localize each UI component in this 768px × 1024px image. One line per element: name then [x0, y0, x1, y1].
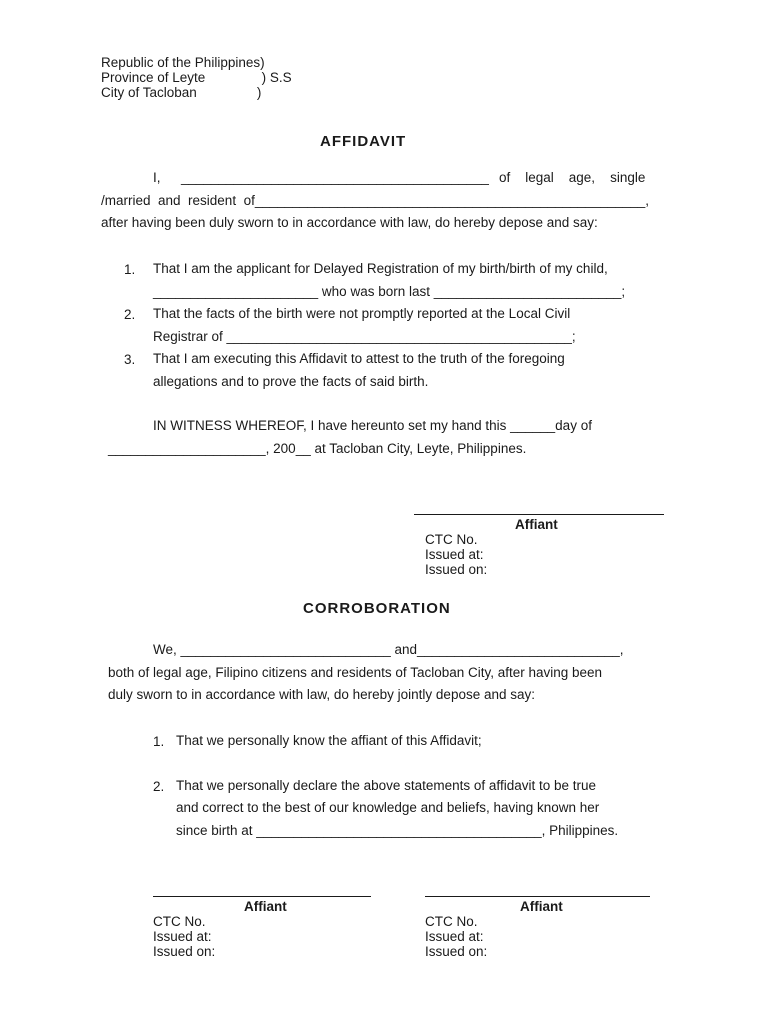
- affiant-2-ctc: CTC No.: [425, 914, 478, 929]
- affiant-1-issued-at: Issued at:: [153, 929, 212, 944]
- affiant-2-issued-on: Issued on:: [425, 944, 488, 959]
- witness-line-1: IN WITNESS WHEREOF, I have hereunto set my hand this ______day of: [153, 418, 592, 433]
- affidavit-item-1-line1: That I am the applicant for Delayed Registration of my birth/birth of my child,: [153, 261, 608, 276]
- affidavit-intro-residence: /married and resident of____________________________________________________,: [101, 193, 649, 208]
- affidavit-item-2-number: 2.: [124, 307, 136, 322]
- affiant-2-issued-at: Issued at:: [425, 929, 484, 944]
- affidavit-item-3-line1: That I am executing this Affidavit to attest to the truth of the foregoing: [153, 351, 565, 366]
- affidavit-item-3-number: 3.: [124, 352, 136, 367]
- witness-line-2: _____________________, 200__ at Tacloban City, Leyte, Philippines.: [108, 441, 527, 456]
- affidavit-intro-i: I,: [153, 170, 161, 185]
- affidavit-item-2-line1: That the facts of the birth were not promptly reported at the Local Civil: [153, 306, 571, 321]
- affiant-signature-line: [414, 514, 664, 515]
- affiant-2-label: Affiant: [520, 899, 563, 914]
- corroboration-item-1-line1: That we personally know the affiant of this Affidavit;: [176, 733, 482, 748]
- header-republic: Republic of the Philippines): [101, 55, 265, 70]
- corroboration-item-2-line2: and correct to the best of our knowledge and beliefs, having known her: [176, 800, 600, 815]
- affidavit-title: AFFIDAVIT: [320, 133, 407, 150]
- affiant-label: Affiant: [515, 517, 558, 532]
- affiant-1-ctc: CTC No.: [153, 914, 206, 929]
- corroboration-intro-we: We, ____________________________ and___________________________,: [153, 642, 624, 657]
- affiant-name-blank: _________________________________________: [181, 170, 489, 185]
- affidavit-intro-sworn: after having been duly sworn to in accordance with law, do hereby depose and say:: [101, 215, 598, 230]
- affidavit-item-2-line2: Registrar of ______________________________________________;: [153, 329, 576, 344]
- corroboration-intro-legal-age: both of legal age, Filipino citizens and residents of Tacloban City, after having been: [108, 665, 603, 680]
- corroboration-item-2-line3: since birth at ______________________________________, Philippines.: [176, 823, 619, 838]
- affiant-1-issued-on: Issued on:: [153, 944, 216, 959]
- affiant-1-signature-line: [153, 896, 371, 897]
- affidavit-intro-age: of legal age, single: [499, 170, 646, 185]
- affiant-ctc: CTC No.: [425, 532, 478, 547]
- affidavit-item-1-number: 1.: [124, 262, 136, 277]
- corroboration-item-1-number: 1.: [153, 734, 165, 749]
- affiant-2-signature-line: [425, 896, 650, 897]
- corroboration-title: CORROBORATION: [303, 600, 451, 617]
- corroboration-intro-sworn: duly sworn to in accordance with law, do hereby jointly depose and say:: [108, 687, 535, 702]
- affiant-issued-on: Issued on:: [425, 562, 488, 577]
- affidavit-item-3-line2: allegations and to prove the facts of said birth.: [153, 374, 429, 389]
- affiant-issued-at: Issued at:: [425, 547, 484, 562]
- affidavit-item-1-line2: ______________________ who was born last _________________________;: [153, 284, 626, 299]
- corroboration-item-2-line1: That we personally declare the above statements of affidavit to be true: [176, 778, 596, 793]
- corroboration-item-2-number: 2.: [153, 779, 165, 794]
- header-city: City of Tacloban ): [101, 85, 262, 100]
- affiant-1-label: Affiant: [244, 899, 287, 914]
- header-province: Province of Leyte ) S.S: [101, 70, 292, 85]
